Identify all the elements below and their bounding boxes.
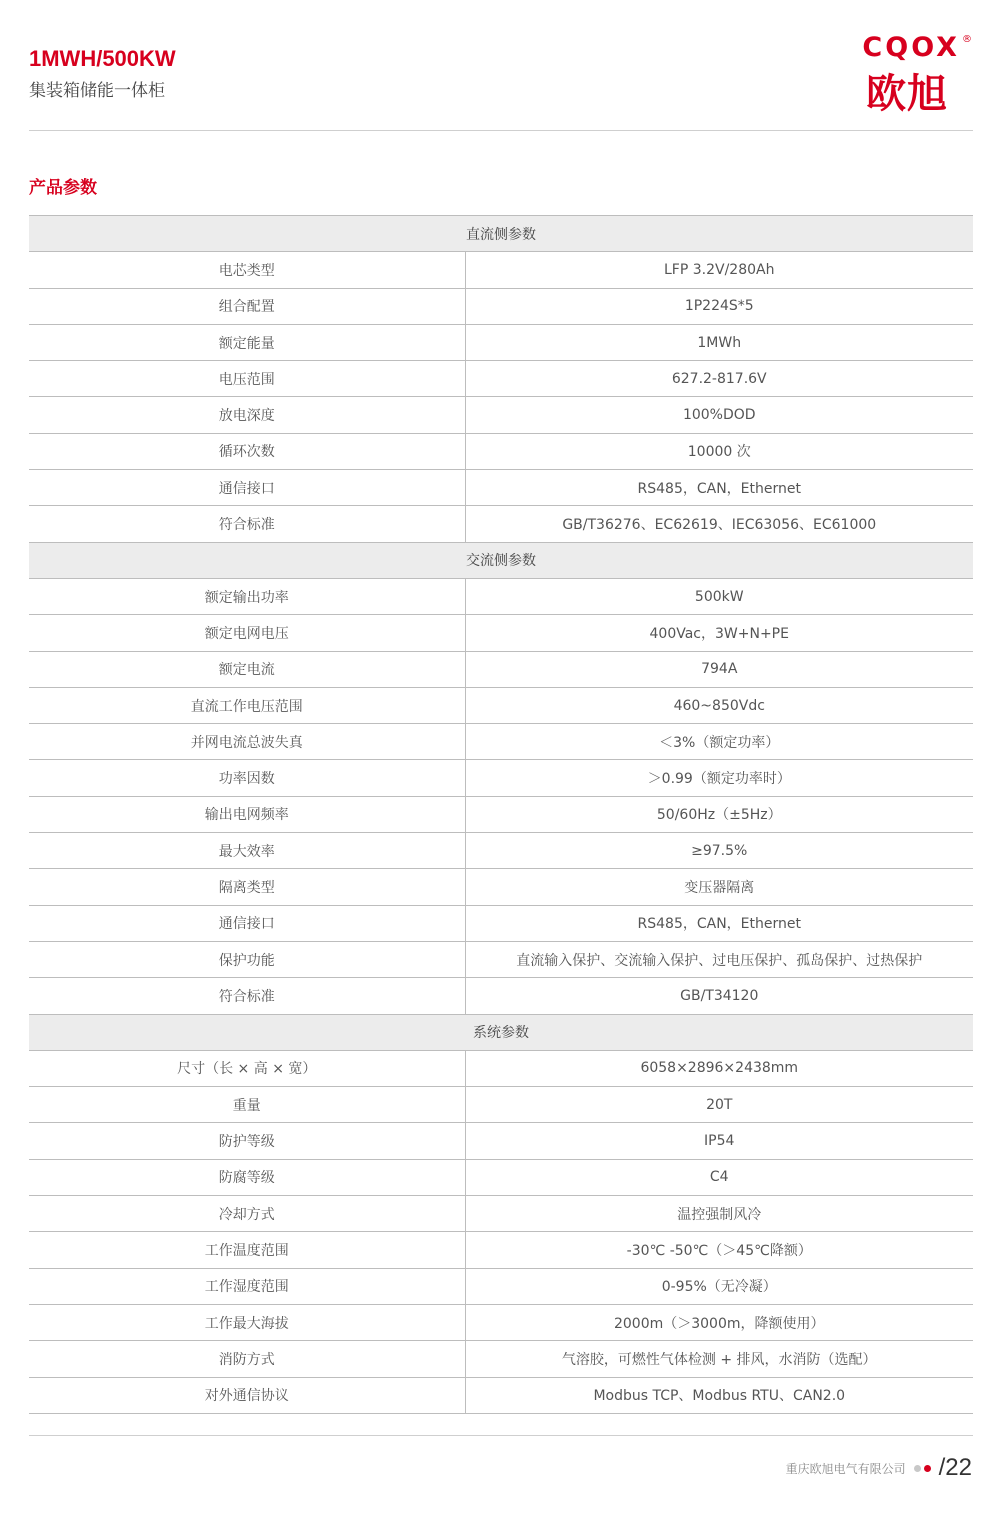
param-name: 循环次数	[29, 433, 465, 469]
param-name: 电压范围	[29, 361, 465, 397]
table-row	[29, 1123, 973, 1159]
param-value: IP54	[465, 1123, 973, 1159]
footer-divider	[29, 1435, 973, 1436]
param-name: 对外通信协议	[29, 1377, 465, 1413]
table-row	[29, 651, 973, 687]
param-value: 500kW	[465, 578, 973, 614]
param-value: 变压器隔离	[465, 869, 973, 905]
param-name: 组合配置	[29, 288, 465, 324]
table-row	[29, 1050, 973, 1086]
table-row	[29, 252, 973, 288]
param-name: 通信接口	[29, 905, 465, 941]
param-value: 气溶胶，可燃性气体检测 + 排风，水消防（选配）	[465, 1341, 973, 1377]
param-value: 460~850Vdc	[465, 687, 973, 723]
param-name: 工作湿度范围	[29, 1268, 465, 1304]
group-title: 交流侧参数	[29, 542, 973, 578]
table-row	[29, 1341, 973, 1377]
table-row	[29, 687, 973, 723]
param-value: 1P224S*5	[465, 288, 973, 324]
table-row	[29, 760, 973, 796]
param-value: 2000m（＞3000m，降额使用）	[465, 1304, 973, 1340]
param-value: 627.2-817.6V	[465, 361, 973, 397]
param-name: 直流工作电压范围	[29, 687, 465, 723]
table-row	[29, 470, 973, 506]
param-name: 保护功能	[29, 941, 465, 977]
param-name: 防护等级	[29, 1123, 465, 1159]
table-row	[29, 578, 973, 614]
dot-grey-icon	[914, 1465, 921, 1472]
header-subtitle: 集装箱储能一体柜	[29, 81, 165, 101]
brand-logo	[847, 32, 972, 117]
param-value: GB/T36276、EC62619、IEC63056、EC61000	[465, 506, 973, 542]
table-row	[29, 724, 973, 760]
logo-chinese-text: 欧旭	[866, 71, 948, 117]
param-name: 重量	[29, 1087, 465, 1123]
param-value: 10000 次	[465, 433, 973, 469]
group-header-row	[29, 216, 973, 252]
group-title: 系统参数	[29, 1014, 973, 1050]
table-row	[29, 397, 973, 433]
param-value: 20T	[465, 1087, 973, 1123]
param-value: RS485，CAN，Ethernet	[465, 905, 973, 941]
param-value: 温控强制风冷	[465, 1196, 973, 1232]
header-divider	[29, 130, 973, 131]
param-name: 额定输出功率	[29, 578, 465, 614]
param-name: 通信接口	[29, 470, 465, 506]
parameter-table	[29, 215, 973, 1414]
table-row	[29, 324, 973, 360]
param-value: 0-95%（无冷凝）	[465, 1268, 973, 1304]
group-header-row	[29, 1014, 973, 1050]
table-row	[29, 615, 973, 651]
table-row	[29, 361, 973, 397]
param-name: 最大效率	[29, 833, 465, 869]
table-row	[29, 1232, 973, 1268]
param-name: 符合标准	[29, 978, 465, 1014]
param-value: GB/T34120	[465, 978, 973, 1014]
table-row	[29, 833, 973, 869]
param-value: ≥97.5%	[465, 833, 973, 869]
param-name: 工作最大海拔	[29, 1304, 465, 1340]
table-row	[29, 905, 973, 941]
group-header-row	[29, 542, 973, 578]
param-value: 1MWh	[465, 324, 973, 360]
logo-latin-text: CQOX	[862, 32, 960, 63]
table-row	[29, 796, 973, 832]
param-value: C4	[465, 1159, 973, 1195]
table-row	[29, 1304, 973, 1340]
table-row	[29, 1268, 973, 1304]
param-name: 额定电网电压	[29, 615, 465, 651]
param-name: 放电深度	[29, 397, 465, 433]
header-title: 1MWH/500KW	[29, 46, 176, 71]
param-value: 400Vac，3W+N+PE	[465, 615, 973, 651]
param-value: 50/60Hz（±5Hz）	[465, 796, 973, 832]
param-value: LFP 3.2V/280Ah	[465, 252, 973, 288]
company-name: 重庆欧旭电气有限公司	[785, 1461, 906, 1476]
param-name: 并网电流总波失真	[29, 724, 465, 760]
table-row	[29, 1087, 973, 1123]
param-value: ＜3%（额定功率）	[465, 724, 973, 760]
param-value: ＞0.99（额定功率时）	[465, 760, 973, 796]
param-name: 冷却方式	[29, 1196, 465, 1232]
dot-red-icon	[924, 1465, 931, 1472]
param-value: -30℃ -50℃（＞45℃降额）	[465, 1232, 973, 1268]
param-value: 直流输入保护、交流输入保护、过电压保护、孤岛保护、过热保护	[465, 941, 973, 977]
param-name: 符合标准	[29, 506, 465, 542]
param-value: RS485，CAN，Ethernet	[465, 470, 973, 506]
param-name: 工作温度范围	[29, 1232, 465, 1268]
param-value: 6058×2896×2438mm	[465, 1050, 973, 1086]
table-row	[29, 433, 973, 469]
page-footer	[786, 1453, 972, 1483]
param-name: 额定能量	[29, 324, 465, 360]
table-row	[29, 1159, 973, 1195]
table-row	[29, 978, 973, 1014]
table-row	[29, 288, 973, 324]
table-row	[29, 1377, 973, 1413]
param-name: 额定电流	[29, 651, 465, 687]
param-name: 尺寸（长 × 高 × 宽）	[29, 1050, 465, 1086]
param-name: 消防方式	[29, 1341, 465, 1377]
section-title: 产品参数	[29, 178, 97, 198]
param-value: Modbus TCP、Modbus RTU、CAN2.0	[465, 1377, 973, 1413]
table-row	[29, 1196, 973, 1232]
table-row	[29, 941, 973, 977]
table-row	[29, 869, 973, 905]
group-title: 直流侧参数	[29, 216, 973, 252]
registered-mark: ®	[962, 34, 972, 45]
param-name: 输出电网频率	[29, 796, 465, 832]
table-row	[29, 506, 973, 542]
param-name: 功率因数	[29, 760, 465, 796]
param-value: 100%DOD	[465, 397, 973, 433]
page-number: /22	[938, 1454, 972, 1481]
param-name: 电芯类型	[29, 252, 465, 288]
param-name: 隔离类型	[29, 869, 465, 905]
param-name: 防腐等级	[29, 1159, 465, 1195]
param-value: 794A	[465, 651, 973, 687]
